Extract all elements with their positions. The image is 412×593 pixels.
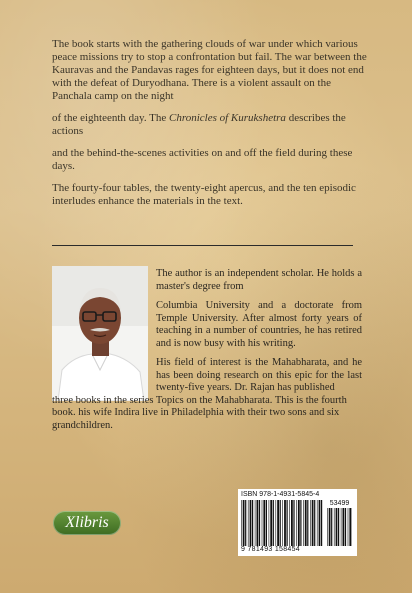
price-addon bbox=[327, 500, 352, 546]
bio-paragraph: three books in the series Topics on the Mahabharata. This is the fourth book. his wife Indira live in Philadelphia with their two sons and six grandchildren. bbox=[52, 394, 347, 431]
barcode-digits: 9 781493 158454 bbox=[241, 546, 300, 553]
blurb-text: describes the actions bbox=[52, 112, 346, 137]
bio-paragraph: Columbia University and a doctorate from Temple University. After almost forty years of teaching in a number of countries, he has retired and is now busy with his writing. bbox=[156, 300, 362, 349]
isbn-barcode bbox=[238, 489, 357, 556]
addon-number: 53499 bbox=[329, 500, 350, 507]
blurb-paragraph: The fourty-four tables, the twenty-eight apercus, and the ten episodic interludes enhance the materials in the text. bbox=[52, 182, 356, 207]
ean-barcode bbox=[241, 500, 323, 546]
publisher-logo: Xlibris bbox=[53, 511, 121, 535]
isbn-label: ISBN 978-1-4931-5845-4 bbox=[241, 491, 320, 498]
bio-paragraph: His field of interest is the Mahabharata, and he has been doing research on this epic for the last twenty-five years. Dr. Rajan has published bbox=[156, 357, 362, 393]
book-title: Chronicles of Kurukshetra bbox=[169, 112, 286, 124]
blurb-paragraph: and the behind-the-scenes activities on and off the field during these days. bbox=[52, 147, 353, 172]
section-divider bbox=[52, 245, 353, 246]
blurb-paragraph: The book starts with the gathering clouds of war under which various peace missions try to stop a confrontation but fail. The war between the Kauravas and the Pandavas rages for eighteen days, but it does not end with the defeat of Duryodhana. There is a violent assault on the Panchala camp on the night bbox=[52, 38, 367, 102]
author-bio bbox=[52, 268, 362, 439]
blurb-paragraph bbox=[52, 112, 372, 138]
bio-paragraph: The author is an independent scholar. He holds a master's degree from bbox=[156, 268, 362, 292]
blurb-text: of the eighteenth day. The bbox=[52, 112, 169, 124]
back-cover-blurb bbox=[52, 38, 372, 217]
